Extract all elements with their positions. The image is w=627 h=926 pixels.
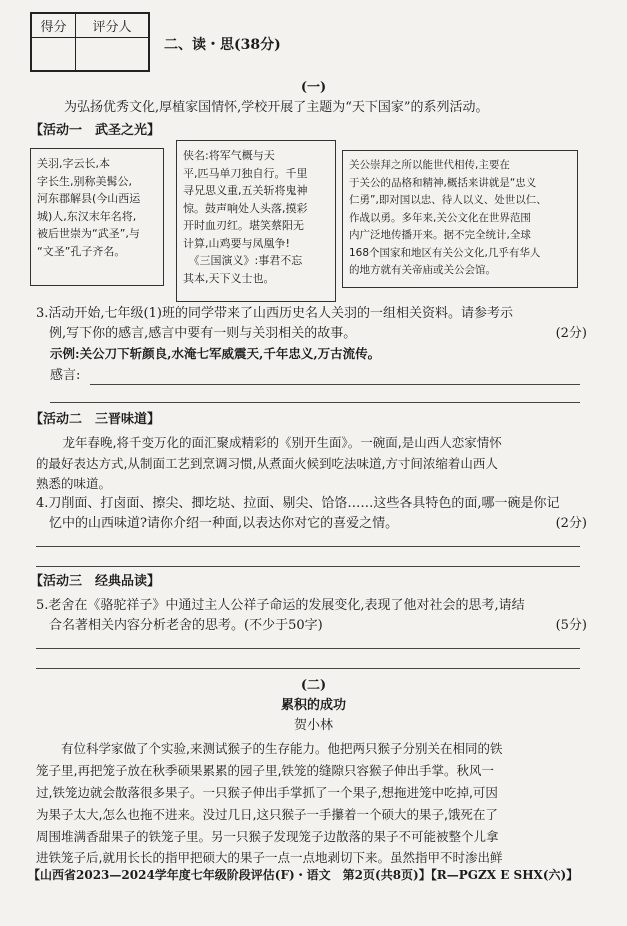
score-label: 得分 [32, 14, 76, 38]
section-title: 二、读・思(38分) [164, 37, 281, 53]
q3-example: 示例:关公刀下斩颜良,水淹七军威震天,千年忠义,万古流传。 [50, 346, 381, 361]
q3-line1: 3.活动开始,七年级(1)班的同学带来了山西历史名人关羽的一组相关资料。请参考示 [36, 306, 513, 321]
q5-line1: 5.老舍在《骆驼祥子》中通过主人公祥子命运的发展变化,表现了他对社会的思考,请结 [36, 598, 525, 613]
article-para-line2: 笼子里,再把笼子放在秋季硕果累累的园子里,铁笼的缝隙只容猴子伸出手掌。秋风一 [36, 763, 494, 778]
activity2-text-line1: 龙年春晚,将千变万化的面汇聚成精彩的《别开生面》。一碗面,是山西人恋家情怀 [50, 435, 502, 450]
q3-line2: 例,写下你的感言,感言中要有一则与关羽相关的故事。 [36, 326, 357, 341]
info-card-culture: 关公崇拜之所以能世代相传,主要在 于关公的品格和精神,概括来讲就是“忠义 仁勇”,即对国以忠、待人以义、处世以仁、 作战以勇。多年来,关公文化在世界范围 内广泛地传播开来。据不完全统计,全球 168个国家和地区有关公文化,几乎有华人 的地方就有关帝庙或关公会馆。 [342, 150, 578, 288]
article-title: 累积的成功 [280, 698, 346, 713]
q5-answer-line-1[interactable] [36, 648, 580, 649]
activity2-label: 【活动二 三晋味道】 [30, 412, 161, 427]
footer-code: 【R—PGZX E SHX(六)】 [430, 868, 579, 882]
q4-line2: 忆中的山西味道?请你介绍一种面,以表达你对它的喜爱之情。 [36, 516, 399, 531]
score-cell[interactable] [32, 38, 76, 70]
grader-label: 评分人 [76, 14, 148, 38]
q3-points: (2分) [555, 326, 587, 341]
q5-answer-line-2[interactable] [36, 668, 580, 669]
q5-line2: 合名著相关内容分析老舍的思考。(不少于50字) [36, 618, 323, 633]
grader-cell[interactable] [76, 38, 148, 70]
score-table [30, 12, 150, 72]
article-para-line1: 有位科学家做了个实验,来测试猴子的生存能力。他把两只猴子分别关在相同的铁 [36, 741, 503, 756]
info-card-guanyu: 关羽,字云长,本 字长生,别称美髯公, 河东郡解县(今山西运 城)人,东汉末年名将, 被后世崇为“武圣”,与 “文圣”孔子齐名。 [30, 148, 164, 286]
article-author: 贺小林 [293, 718, 333, 733]
q5-points: (5分) [555, 618, 587, 633]
q4-answer-line-1[interactable] [36, 546, 580, 547]
q4-answer-line-2[interactable] [36, 566, 580, 567]
part1-number: (一) [300, 80, 327, 95]
activity1-label: 【活动一 武圣之光】 [30, 123, 161, 138]
q3-answer-line-2[interactable] [50, 402, 580, 403]
q3-answer-label: 感言: [50, 368, 81, 383]
part2-number: (二) [300, 678, 327, 693]
article-para-line4: 为果子太大,怎么也拖不进来。没过几日,这只猴子一手攥着一个硕大的果子,饿死在了 [36, 807, 498, 822]
part1-intro: 为弘扬优秀文化,厚植家国情怀,学校开展了主题为“天下国家”的系列活动。 [64, 100, 489, 115]
activity2-text-line3: 熟悉的味道。 [36, 476, 112, 491]
q4-line1: 4.刀削面、打卤面、擦尖、揤圪垯、拉面、剔尖、饸饹……这些各具特色的面,哪一碗是你记 [36, 496, 560, 511]
footer-text: 【山西省2023—2024学年度七年级阶段评估(F)・语文 第2页(共8页)】 [28, 868, 431, 882]
article-para-line6: 进铁笼子后,就用长长的指甲把硕大的果子一点一点地剥切下来。虽然指甲不时渗出鲜 [36, 850, 503, 865]
article-para-line5: 周围堆满香甜果子的铁笼子里。另一只猴子发现笼子边散落的果子不可能被整个儿拿 [36, 829, 499, 844]
page-footer [28, 866, 578, 883]
activity3-label: 【活动三 经典品读】 [30, 574, 161, 589]
q3-answer-line-1[interactable] [90, 384, 580, 385]
info-card-poem: 侠名:将军气概与天 平,匹马单刀独自行。千里 寻兄思义重,五关斩将鬼神 惊。鼓声响处人头落,摸彩 开时血刃红。堪笑蔡阳无 计算,山鸡要与凤凰争! 《三国演义》:事君不忘 其本,天下义士也。 [176, 140, 336, 302]
article-para-line3: 过,铁笼边就会散落很多果子。一只猴子伸出手掌抓了一个果子,想拖进笼中吃掉,可因 [36, 785, 498, 800]
q4-points: (2分) [555, 516, 587, 531]
activity2-text-line2: 的最好表达方式,从制面工艺到烹调习惯,从煮面火候到吃法味道,方寸间浓缩着山西人 [36, 456, 498, 471]
